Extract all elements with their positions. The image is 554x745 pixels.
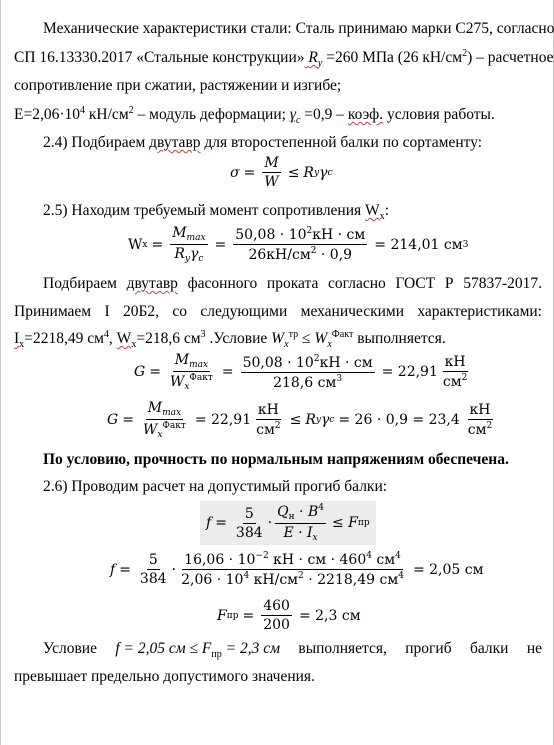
- page-border-left: [0, 0, 1, 745]
- text: 4: [366, 551, 372, 561]
- text: 4: [243, 571, 250, 581]
- text: ≤: [289, 412, 302, 428]
- text: 50,08 · 10: [235, 227, 307, 243]
- text-line: [14, 104, 495, 127]
- section-heading: [43, 202, 390, 223]
- text: 2: [298, 571, 304, 581]
- text: пр: [357, 518, 370, 528]
- text: x: [312, 533, 318, 543]
- text: · 0,9: [316, 247, 353, 263]
- text: R: [305, 412, 316, 428]
- text: M: [174, 352, 190, 368]
- text: кН: [444, 354, 466, 370]
- text: =260 МПа (26 кН/см: [322, 49, 463, 66]
- text: x: [327, 339, 332, 351]
- text: = 2,05 см: [412, 561, 484, 578]
- text: E=2,06·10: [14, 106, 80, 123]
- text: 2: [306, 226, 313, 236]
- text-line: [14, 77, 341, 95]
- text: ·: [171, 561, 177, 578]
- text: ,: [108, 330, 117, 347]
- formula-limit-deflection: [217, 598, 361, 633]
- text: 2: [462, 47, 468, 59]
- text: коэф.: [347, 106, 384, 123]
- text: Подбираем: [43, 275, 127, 292]
- text: W: [142, 422, 158, 438]
- text: W: [365, 202, 380, 219]
- text-line: [14, 328, 446, 351]
- text: кН: [257, 402, 279, 418]
- text: γ: [319, 164, 328, 181]
- text: 4: [80, 104, 86, 116]
- formula-section-modulus: [128, 225, 468, 264]
- text: Механические характеристики стали: Сталь принимаю марки С275, согласно: [43, 20, 554, 37]
- text: пр: [226, 610, 239, 621]
- text: M: [264, 155, 279, 171]
- text: y: [315, 415, 321, 425]
- text-line: [14, 303, 542, 321]
- text: для второстепенной балки по сортаменту:: [200, 134, 483, 151]
- text: см: [442, 374, 462, 390]
- text: фасонного проката согласно ГОСТ Р 57837-2017.: [177, 275, 542, 292]
- text: =218,6 см: [136, 330, 201, 347]
- text: = 2,3 см: [298, 607, 361, 624]
- text: кН/см: [85, 106, 129, 123]
- text: =2218,49 см: [24, 330, 104, 347]
- text: ) – расчетное: [467, 49, 554, 66]
- text: двутавр: [149, 134, 201, 151]
- text-line: [43, 640, 542, 661]
- text: 3: [200, 328, 206, 340]
- text: = 2,3 см: [221, 640, 281, 657]
- text: По условию, прочность по нормальным напряжениям обеспечена.: [43, 451, 509, 468]
- text: 5: [148, 552, 158, 568]
- text: см: [371, 552, 396, 568]
- text: = 22,91: [194, 412, 252, 428]
- text: 2: [313, 353, 320, 364]
- text: f: [206, 515, 212, 531]
- text: y: [317, 58, 323, 70]
- text: y: [313, 167, 320, 178]
- text: 2.6) Проводим расчет на допустимый прогиб балки:: [43, 478, 388, 495]
- text: E · I: [283, 525, 313, 541]
- text: 4: [398, 571, 404, 581]
- formula-stress-comparison: [107, 400, 497, 440]
- text: x: [19, 339, 25, 351]
- formula-deflection: [200, 501, 376, 545]
- text: 2.4) Подбираем: [43, 134, 150, 151]
- text: СП 16.13330.2017 «Стальные конструкции»: [14, 49, 305, 66]
- text: сопротивление при сжатии, растяжении и изгибе;: [14, 77, 342, 94]
- text: Принимаем I 20Б2, со следующими механическими характеристиками:: [14, 303, 542, 320]
- text: c: [295, 115, 301, 127]
- text: =: [243, 164, 256, 181]
- text: x: [142, 239, 148, 250]
- text: W: [169, 374, 185, 390]
- text: см: [256, 422, 275, 438]
- text: R: [303, 164, 314, 181]
- text: тр: [288, 328, 299, 340]
- text: =: [149, 364, 161, 380]
- text: y: [184, 254, 190, 264]
- text: = 214,01 см: [374, 236, 463, 253]
- text: G: [107, 412, 119, 428]
- text: – модуль деформации;: [133, 106, 290, 123]
- text: x: [379, 211, 385, 223]
- text: max: [189, 360, 209, 370]
- text: =0,9 –: [300, 106, 348, 123]
- text: 2: [128, 104, 134, 116]
- text: 16,06 · 10: [184, 552, 256, 568]
- text: 384: [139, 571, 167, 587]
- text: выполняется.: [353, 330, 446, 347]
- text: Факт: [189, 373, 213, 383]
- text: балки: [469, 640, 509, 657]
- text: 5: [244, 505, 254, 522]
- text: 200: [263, 617, 290, 633]
- text: 4: [103, 328, 109, 340]
- text: кН/см: [249, 572, 299, 588]
- text: кН · см: [319, 354, 373, 371]
- text: x: [131, 339, 137, 351]
- text-line: [14, 47, 554, 70]
- text: см: [467, 422, 487, 438]
- text: W: [116, 330, 132, 347]
- text: ·: [267, 515, 273, 531]
- text: 218,6 см: [273, 374, 337, 391]
- text: 3: [336, 373, 343, 384]
- text: σ: [230, 164, 240, 181]
- text: c: [327, 167, 333, 178]
- text: M: [147, 400, 163, 416]
- text: x: [157, 430, 163, 440]
- text: −2: [255, 551, 269, 561]
- section-heading: [43, 134, 482, 152]
- text: x: [184, 382, 190, 392]
- text: =: [215, 515, 227, 531]
- text: F: [217, 607, 227, 624]
- text: кН · см: [312, 227, 366, 243]
- text: 3: [462, 239, 469, 250]
- text: Факт: [331, 328, 354, 340]
- text: R: [308, 49, 318, 66]
- text: =: [214, 236, 227, 253]
- text: превышает предельно допустимого значения.: [14, 668, 315, 685]
- formula-deflection-calc: [110, 551, 484, 588]
- text: · 2218,49 см: [303, 572, 399, 588]
- text: = 26 · 0,9 = 23,4: [338, 412, 460, 428]
- text: · B: [294, 504, 319, 520]
- text: =: [122, 412, 134, 428]
- text: Q: [277, 504, 289, 520]
- text: W: [264, 174, 279, 190]
- text: f: [110, 561, 116, 578]
- text: R: [174, 246, 185, 262]
- text: γ: [189, 246, 199, 262]
- text: 2: [274, 421, 281, 431]
- text: Условие: [43, 640, 97, 657]
- text: x: [284, 339, 289, 351]
- text: прогиб: [405, 640, 452, 657]
- text: max: [162, 408, 182, 418]
- text: 2: [310, 246, 317, 256]
- text: ≤: [298, 330, 315, 347]
- text: ≤ F: [331, 515, 358, 531]
- text: пр: [211, 649, 222, 661]
- text: 2,06 · 10: [181, 572, 244, 588]
- text: 2: [461, 373, 468, 383]
- text: γ: [320, 412, 330, 428]
- text: 26кН/см: [248, 247, 311, 263]
- text: G: [134, 364, 146, 380]
- text: =: [242, 607, 255, 624]
- formula-stress-check: [134, 352, 472, 392]
- section-heading: [43, 478, 387, 496]
- formula-stress: [230, 155, 332, 190]
- text: н: [288, 512, 295, 522]
- text: γ: [289, 106, 296, 123]
- text: 2: [486, 421, 493, 431]
- text: =: [119, 561, 131, 578]
- text: кН: [469, 402, 491, 418]
- text: 384: [235, 524, 263, 541]
- text: .Условие: [205, 330, 272, 347]
- text: f = 2,05 см ≤ F: [115, 640, 212, 657]
- text: c: [329, 415, 335, 425]
- text: двутавр: [126, 275, 178, 292]
- text: I: [14, 330, 20, 347]
- text: W: [128, 236, 143, 253]
- text: W: [271, 330, 285, 347]
- text: max: [186, 233, 206, 243]
- text: =: [221, 364, 234, 380]
- text: =: [151, 236, 164, 253]
- text: :: [384, 202, 390, 219]
- conclusion-text: [43, 451, 509, 469]
- text: Факт: [162, 421, 186, 431]
- text: W: [314, 330, 328, 347]
- text-line: [14, 668, 315, 686]
- text: не: [526, 640, 542, 657]
- text: 2.5) Находим требуемый момент сопротивления: [43, 202, 366, 219]
- text-line: [43, 275, 542, 293]
- text: 460: [263, 598, 290, 614]
- text-line: [43, 20, 554, 38]
- text: ≤: [287, 164, 300, 181]
- text: = 22,91: [381, 364, 438, 380]
- text: кН · см · 460: [268, 552, 367, 568]
- text: 50,08 · 10: [242, 354, 314, 371]
- text: M: [172, 225, 187, 241]
- text: 4: [318, 503, 324, 513]
- text: условия работы.: [383, 106, 495, 123]
- text: c: [198, 254, 204, 264]
- text: 4: [395, 551, 401, 561]
- text: выполняется,: [298, 640, 387, 657]
